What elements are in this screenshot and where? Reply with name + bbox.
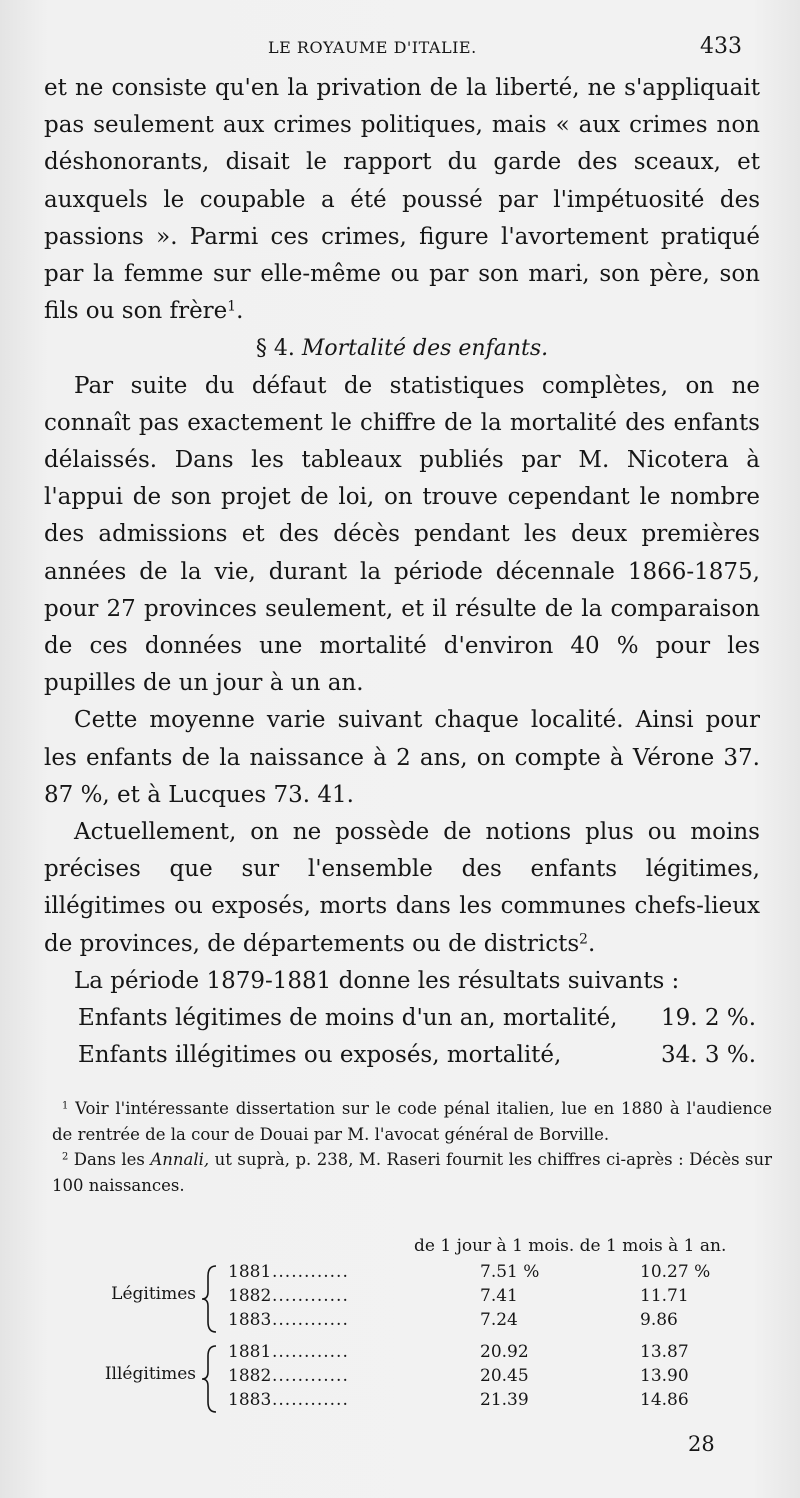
- paragraph-1: [44, 70, 760, 330]
- value-first-year: 10.27 %: [640, 1262, 711, 1282]
- running-title: LE ROYAUME D'ITALIE.: [268, 38, 477, 57]
- footnote-2-mark: 2: [62, 1151, 69, 1163]
- row-year: 1882: [228, 1366, 272, 1386]
- value-first-month: 21.39: [480, 1390, 529, 1410]
- page-number: 433: [700, 34, 742, 59]
- value-first-year: 14.86: [640, 1390, 689, 1410]
- body-text: [44, 70, 760, 1074]
- result-illegitimate-label: Enfants illégitimes ou exposés, mortalité,: [78, 1042, 562, 1069]
- group-label: Illégitimes: [104, 1364, 196, 1384]
- result-illegitimate: [44, 1037, 760, 1074]
- value-first-month: 20.92: [480, 1342, 529, 1362]
- paragraph-2: Par suite du défaut de statistiques complètes, on ne connaît pas exactement le chiffre de la mortalité des enfants délaissés. Dans les tableaux publiés par M. Nicotera à l'appui de son projet de loi, on trouve cependant le nombre des admissions et des décès pendant les deux premières années de la vie, durant la période décennale 1866-1875, pour 27 provinces seulement, et il résulte de la comparaison de ces données une mortalité d'environ 40 % pour les pupilles de un jour à un an.: [44, 372, 760, 697]
- footnote-2-italic: Annali,: [150, 1150, 210, 1169]
- table-header: [414, 1236, 726, 1256]
- leader-dots: ............: [272, 1262, 349, 1282]
- footnote-ref-2: 2: [579, 931, 588, 948]
- footnote-2-text-a: Dans les: [73, 1150, 145, 1169]
- result-legitimate-value: 19. 2 %.: [661, 1005, 756, 1032]
- col1-header: de 1 jour à 1 mois.: [414, 1236, 575, 1256]
- row-year: 1883: [228, 1310, 272, 1330]
- row-year: 1881: [228, 1342, 272, 1362]
- paragraph-1-text: et ne consiste qu'en la privation de la liberté, ne s'appliquait pas seulement aux crimes politiques, mais « aux crimes non déshonorants, disait le rapport du garde des sceaux, et auxquels le coupable a été poussé par l'impétuosité des passions ». Parmi ces crimes, figure l'avortement pratiqué par la femme sur elle-même ou par son mari, son père, son fils ou son frère: [44, 75, 760, 325]
- col2-header: de 1 mois à 1 an.: [579, 1236, 727, 1256]
- table-row: [228, 1262, 780, 1286]
- table-row: [228, 1310, 780, 1334]
- paragraph-4-text: Actuellement, on ne possède de notions plus ou moins précises que sur l'ensemble des enfants légitimes, illégitimes ou exposés, morts dans les communes chefs-lieux de provinces, de départements ou de districts: [44, 819, 760, 957]
- footnote-1: [52, 1096, 772, 1147]
- value-first-year: 13.87: [640, 1342, 689, 1362]
- signature-mark: 28: [688, 1432, 715, 1456]
- paragraph-3: Cette moyenne varie suivant chaque localité. Ainsi pour les enfants de la naissance à 2 ans, on compte à Vérone 37. 87 %, et à Lucques 73. 41.: [44, 707, 760, 808]
- value-first-year: 11.71: [640, 1286, 689, 1306]
- page-header: [0, 30, 800, 66]
- leader-dots: ............: [272, 1342, 349, 1362]
- section-heading: [44, 330, 760, 367]
- footnote-1-mark: 1: [62, 1100, 69, 1112]
- footnote-2: [52, 1147, 772, 1198]
- paragraph-4: [44, 814, 760, 963]
- section-number: § 4.: [255, 336, 295, 362]
- footnote-1-text: Voir l'intéressante dissertation sur le code pénal italien, lue en 1880 à l'audience de rentrée de la cour de Douai par M. l'avocat général de Borville.: [52, 1099, 772, 1144]
- leader-dots: ............: [272, 1390, 349, 1410]
- footnotes: [52, 1096, 772, 1198]
- footnote-2-text-b: ut suprà, p. 238, M. Raseri fournit les chiffres ci-après : Décès sur 100 naissances.: [52, 1150, 773, 1195]
- row-year: 1881: [228, 1262, 272, 1282]
- paragraph-1-end: .: [236, 298, 244, 325]
- table-row: [228, 1342, 780, 1366]
- result-legitimate: [44, 1000, 760, 1037]
- paragraph-4-end: .: [587, 930, 596, 957]
- value-first-month: 7.51 %: [480, 1262, 540, 1282]
- row-year: 1882: [228, 1286, 272, 1306]
- footnote-ref-1: 1: [227, 298, 237, 315]
- paragraph-5: La période 1879-1881 donne les résultats suivants :: [74, 967, 680, 994]
- leader-dots: ............: [272, 1366, 349, 1386]
- leader-dots: ............: [272, 1310, 349, 1330]
- section-title: Mortalité des enfants.: [301, 336, 549, 362]
- result-legitimate-label: Enfants légitimes de moins d'un an, mortalité,: [78, 1005, 618, 1032]
- table-row: [228, 1390, 780, 1414]
- row-year: 1883: [228, 1390, 272, 1410]
- value-first-year: 9.86: [640, 1310, 678, 1330]
- value-first-month: 7.41: [480, 1286, 518, 1306]
- value-first-year: 13.90: [640, 1366, 689, 1386]
- result-illegitimate-value: 34. 3 %.: [661, 1042, 756, 1069]
- table-row: [228, 1286, 780, 1310]
- brace-icon: [200, 1264, 220, 1334]
- group-label: Légitimes: [111, 1284, 196, 1304]
- leader-dots: ............: [272, 1286, 349, 1306]
- table-row: [228, 1366, 780, 1390]
- value-first-month: 20.45: [480, 1366, 529, 1386]
- brace-icon: [200, 1344, 220, 1414]
- value-first-month: 7.24: [480, 1310, 518, 1330]
